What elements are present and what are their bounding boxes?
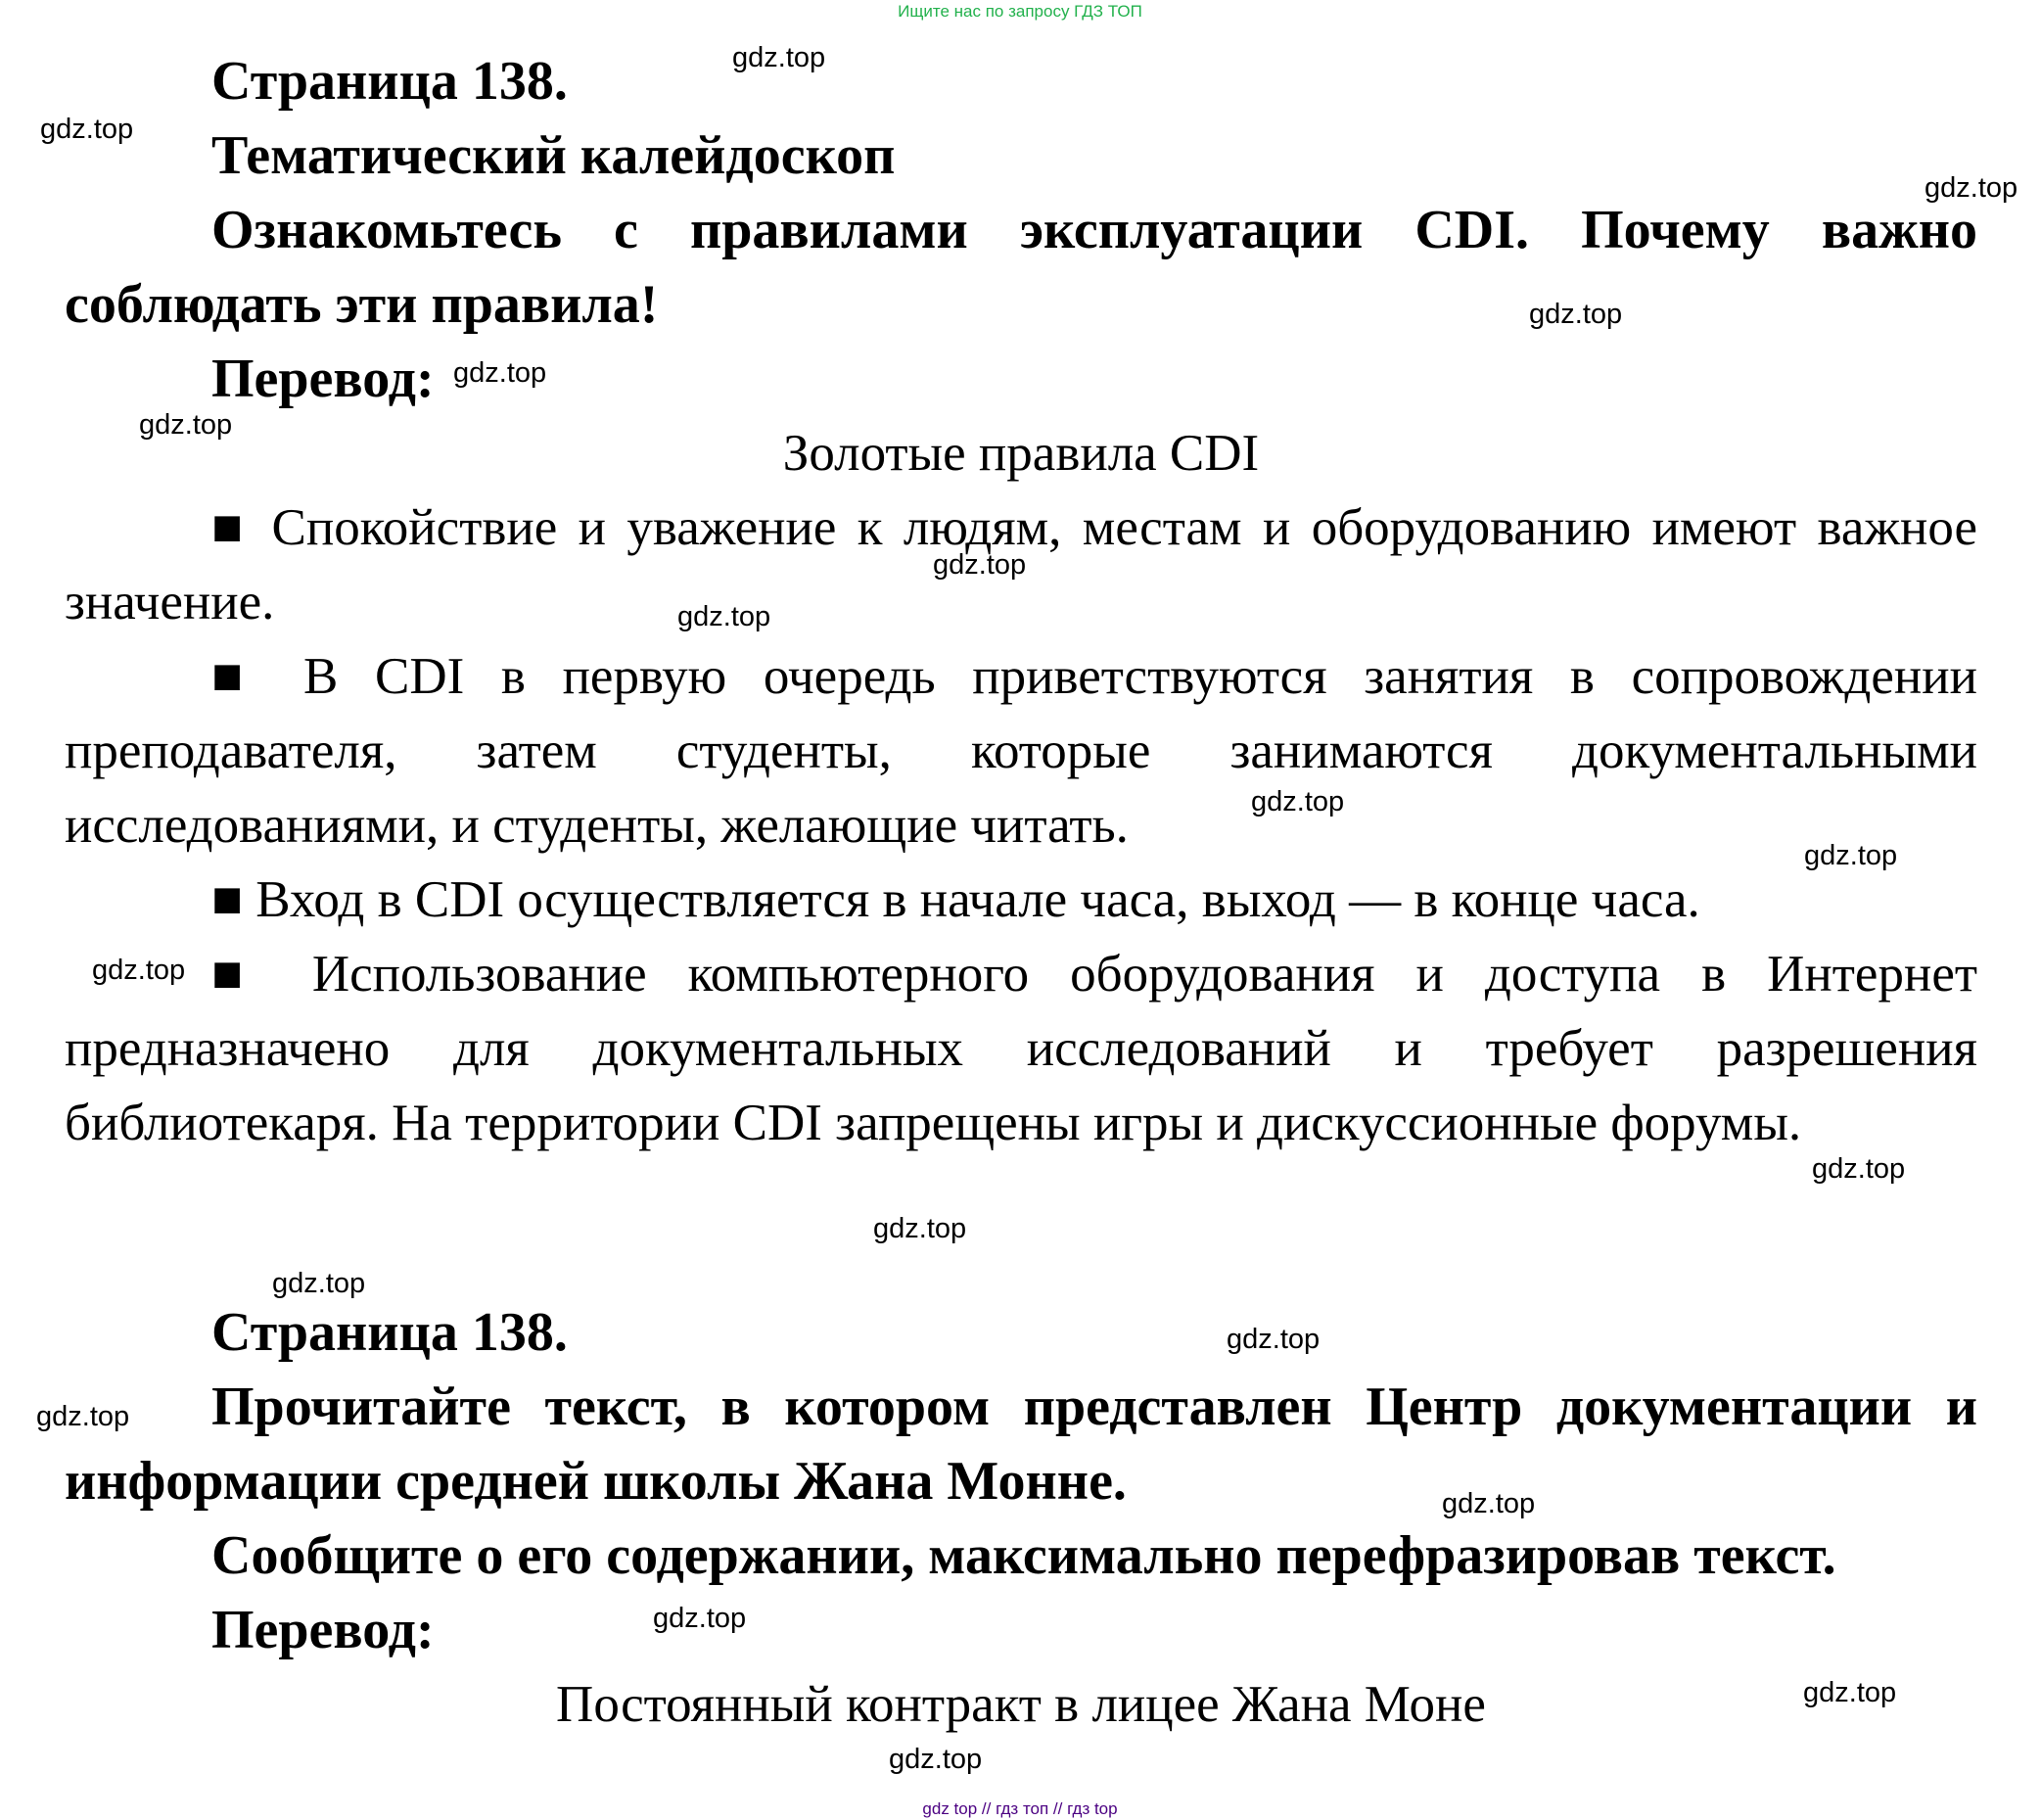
- watermark: gdz.top: [889, 1744, 983, 1775]
- bullet-icon: ■: [211, 871, 244, 928]
- watermark: gdz.top: [1812, 1153, 1906, 1185]
- bullet-icon: ■: [211, 648, 267, 705]
- watermark: gdz.top: [873, 1213, 967, 1244]
- task-instruction-1: Ознакомьтесь с правилами эксплуатации CDI. Почему важно соблюдать эти правила!: [65, 200, 1977, 335]
- task-instruction-2: Прочитайте текст, в котором представлен Центр документации и информации средней школы Жана Монне.: [65, 1377, 1977, 1512]
- rule-item: ■ Спокойствие и уважение к людям, местам и оборудованию имеют важное значение.: [65, 499, 1978, 630]
- watermark: gdz.top: [1804, 840, 1898, 871]
- watermark: gdz.top: [653, 1603, 747, 1634]
- watermark: gdz.top: [677, 601, 771, 632]
- text-title: Постоянный контракт в лицее Жана Моне: [556, 1676, 1486, 1733]
- watermark: gdz.top: [1924, 172, 2018, 204]
- watermark: gdz.top: [272, 1268, 366, 1299]
- watermark: gdz.top: [933, 549, 1027, 581]
- footer: gdz top // гдз топ // гдз top: [922, 1799, 1118, 1818]
- watermark: gdz.top: [1803, 1677, 1897, 1708]
- rule-item: ■ Использование компьютерного оборудования и доступа в Интернет предназначено для документальных исследований и требует разрешения библиотекаря. На территории CDI запрещены игры и дискуссионные форумы.: [65, 946, 1978, 1151]
- rule-item: ■ В CDI в первую очередь приветствуются занятия в сопровождении преподавателя, затем студенты, которые занимаются документальными исследованиями, и студенты, желающие читать.: [65, 648, 1978, 854]
- rules-title: Золотые правила CDI: [782, 425, 1260, 482]
- watermark: gdz.top: [1529, 299, 1623, 330]
- watermark: gdz.top: [36, 1401, 130, 1432]
- section-heading: Тематический калейдоскоп: [211, 125, 896, 186]
- page-label-1: Страница 138.: [211, 51, 568, 112]
- watermark: gdz.top: [1442, 1488, 1536, 1519]
- top-banner: Ищите нас по запросу ГДЗ ТОП: [898, 2, 1142, 21]
- rule-item: ■ Вход в CDI осуществляется в начале часа, выход — в конце часа.: [211, 871, 1700, 928]
- translation-label-2: Перевод:: [211, 1600, 435, 1660]
- page-label-2: Страница 138.: [211, 1302, 568, 1363]
- task-instruction-3: Сообщите о его содержании, максимально перефразировав текст.: [211, 1525, 1836, 1586]
- watermark: gdz.top: [139, 409, 233, 441]
- watermark: gdz.top: [732, 42, 826, 73]
- bullet-icon: ■: [211, 499, 252, 556]
- bullet-icon: ■: [211, 946, 271, 1003]
- watermark: gdz.top: [1227, 1324, 1321, 1355]
- translation-label-1: Перевод:: [211, 349, 435, 409]
- watermark: gdz.top: [92, 955, 186, 986]
- watermark: gdz.top: [1251, 786, 1345, 817]
- watermark: gdz.top: [453, 357, 547, 389]
- watermark: gdz.top: [40, 114, 134, 145]
